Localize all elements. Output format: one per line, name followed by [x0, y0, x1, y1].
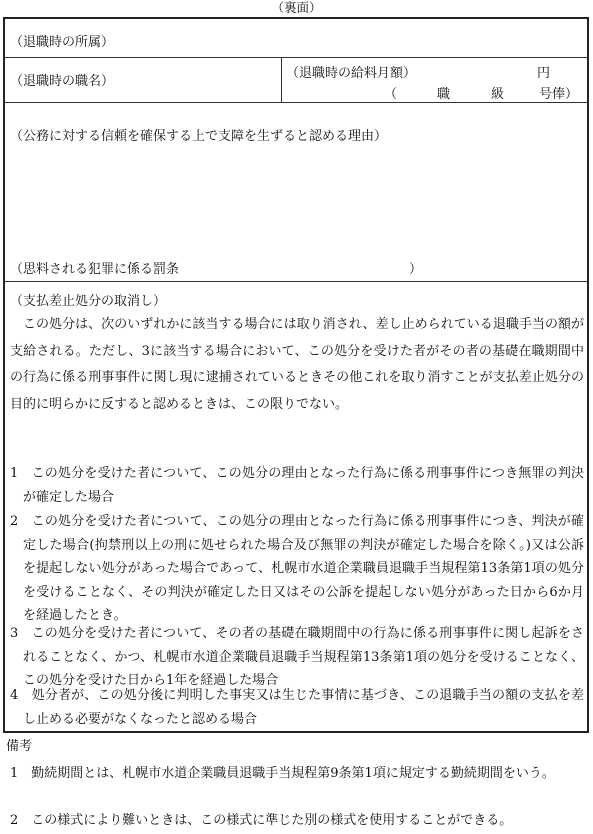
row-divider [5, 57, 587, 58]
disposition-form [3, 17, 589, 733]
penalty-label: （思料される犯罪に係る罰条 [10, 262, 180, 277]
salary-unit: 円 [537, 66, 551, 81]
grade-gohou: 号俸） [539, 87, 579, 102]
column-divider [281, 57, 282, 102]
condition-item-2: 2 この処分を受けた者について、この処分の理由となった行為に係る刑事事件につき、判決が確定した場合(拘禁刑以上の刑に処せられた場合及び無罪の判決が確定した場合を除く。)又は公訴を提起しない処分があった場合であって、札幌市水道企業職員退職手当規程第13条第1項の処分を受けることなく、その判決が確定した日又はその公訴を提起しない処分があった日から6か月を経過したとき。 [10, 514, 584, 623]
note-item-1: 1 勤続期間とは、札幌市水道企業職員退職手当規程第9条第1項に規定する勤続期間をいう。 [10, 766, 555, 781]
position-label: （退職時の職名） [10, 74, 115, 89]
affiliation-label: （退職時の所属） [10, 35, 115, 50]
grade-kyu: 級 [491, 87, 505, 102]
condition-item-4: 4 処分者が、この処分後に判明した事実又は生じた事情に基づき、この退職手当の額の支払を差し止める必要がなくなったと認める場合 [10, 688, 584, 727]
condition-item-1: 1 この処分を受けた者について、この処分の理由となった行為に係る刑事事件につき無罪の判決が確定した場合 [10, 466, 584, 505]
reason-label: （公務に対する信頼を確保する上で支障を生ずると認める理由） [10, 129, 388, 144]
penalty-close-paren: ） [409, 262, 423, 277]
grade-shoku: 職 [437, 87, 451, 102]
cancel-paragraph: この処分は、次のいずれかに該当する場合には取り消され、差し止められている退職手当の額が支給される。ただし、3に該当する場合において、この処分を受けた者がその者の基礎在職期間中の行為に係る刑事事件に関し現に逮捕されているときその他これを取り消すことが支払差止処分の目的に明らかに反すると認めるときは、この限りでない。 [10, 317, 584, 412]
note-item-2: 2 この様式により難いときは、この様式に準じた別の様式を使用することができる。 [10, 813, 513, 828]
cancel-label: （支払差止処分の取消し） [10, 294, 167, 309]
row-divider [5, 281, 587, 282]
grade-open-paren: （ [384, 87, 398, 102]
salary-label: （退職時の給料月額） [286, 66, 417, 81]
notes-heading: 備考 [6, 739, 33, 754]
condition-item-3: 3 この処分を受けた者について、その者の基礎在職期間中の行為に係る刑事事件に関し起訴をされることなく、かつ、札幌市水道企業職員退職手当規程第13条第1項の処分を受けることなく、この処分を受けた日から1年を経過した場合 [10, 626, 584, 688]
row-divider [5, 102, 587, 103]
page-title: （裏面） [271, 0, 322, 15]
